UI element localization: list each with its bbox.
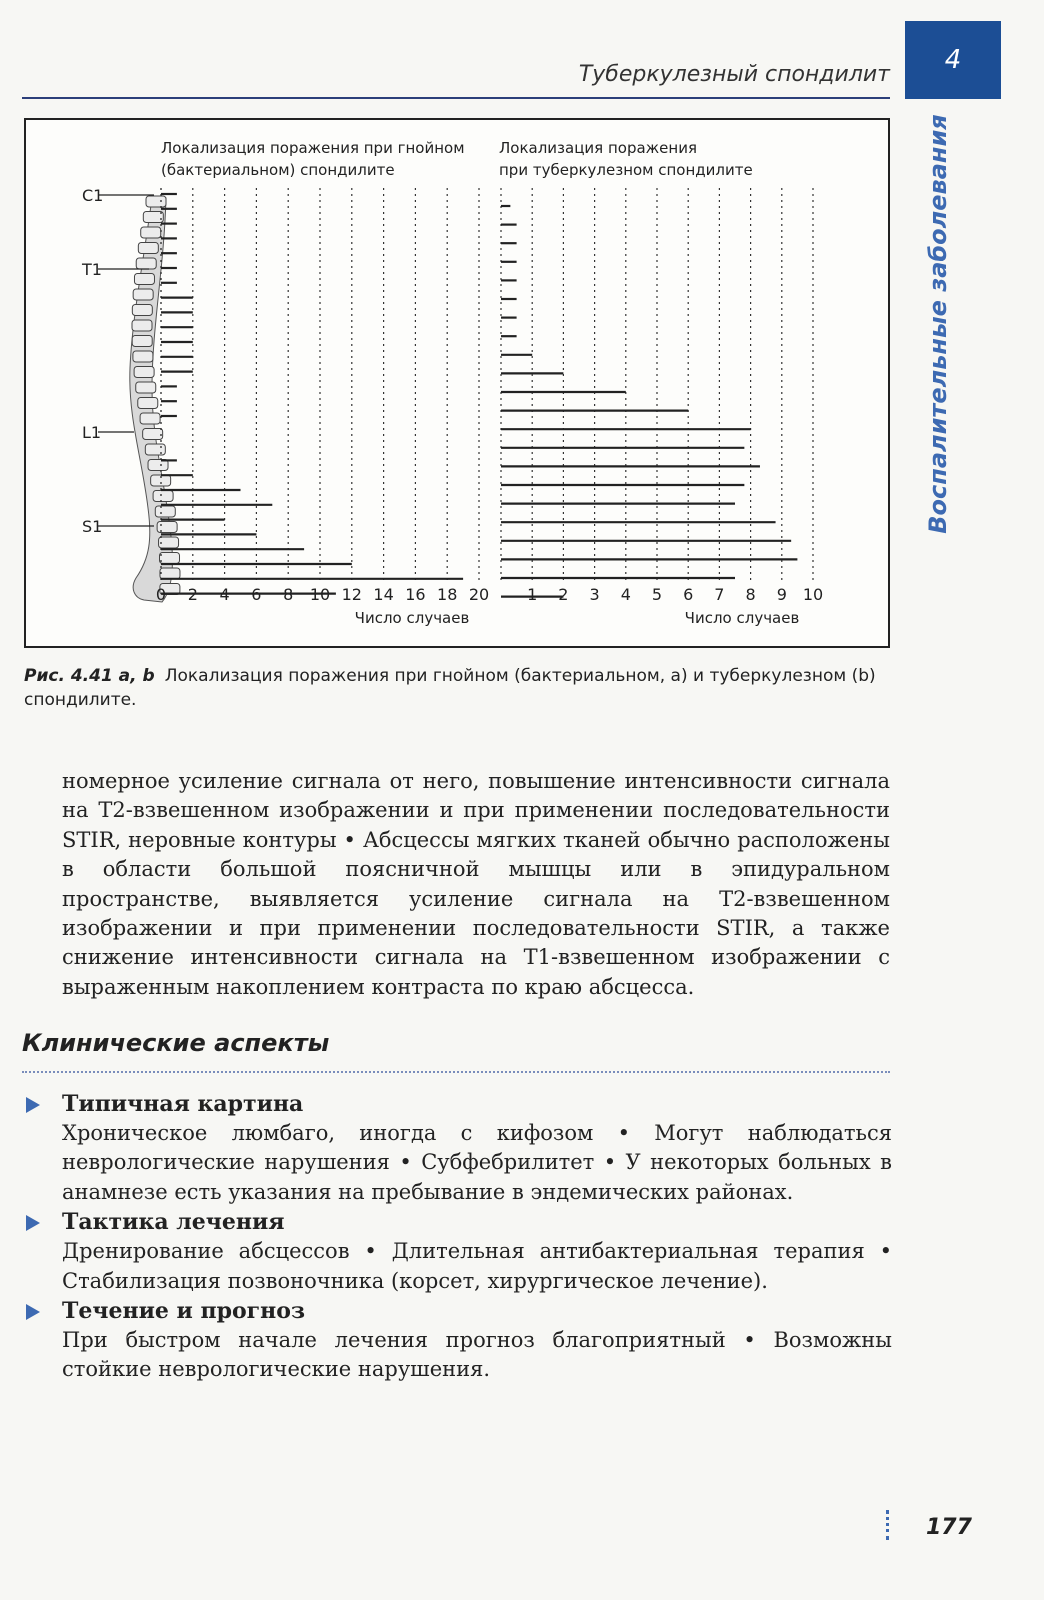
tick-label: 14	[373, 585, 394, 604]
list-item-text: Хроническое люмбаго, иногда с кифозом • Могут наблюдаться неврологические нарушения • Субфебрилитет • У некоторых больных в анамнезе есть указания на пребывание в эндемических районах.	[62, 1121, 892, 1204]
list-item-title: Тактика лечения	[62, 1209, 285, 1236]
panel-a-title-line1: Локализация поражения при гнойном	[161, 139, 465, 157]
tick-label: 18	[437, 585, 458, 604]
vertebra-shape	[155, 506, 175, 517]
chapter-tab: 4	[905, 21, 1001, 99]
vertebra-shape	[136, 382, 156, 393]
vertebra-shape	[157, 522, 177, 533]
vertebra-shape	[141, 227, 161, 238]
tick-label: 20	[468, 585, 490, 604]
vertebra-shape	[146, 196, 166, 207]
list-item	[22, 1296, 892, 1385]
vertebra-label-l1: L1	[82, 423, 102, 442]
tick-label: 1	[527, 585, 538, 604]
vertebra-shape	[140, 413, 160, 424]
tick-label: 16	[405, 585, 426, 604]
body-paragraph: номерное усиление сигнала от него, повышение интенсивности сигнала на Т2-взвешенном изображении и при применении последовательности STIR, неровные контуры • Абсцессы мягких тканей обычно расположены в области большой поясничной мышцы или в эпидуральном пространстве, выявляется усиление сигнала на Т2-взвешенном изображении и при применении последовательности STIR, а также снижение интенсивности сигнала на Т1-взвешенном изображении с выраженным накоплением контраста по краю абсцесса.	[62, 769, 890, 999]
figure-caption-label: Рис. 4.41 a, b	[24, 666, 155, 686]
list-item	[22, 1207, 892, 1296]
tick-label: 5	[651, 585, 663, 604]
vertebra-shape	[133, 289, 153, 300]
panel-b-xlabel: Число случаев	[684, 609, 800, 627]
vertebra-shape	[136, 258, 156, 269]
vertebra-label-t1: T1	[82, 260, 102, 279]
figure-svg	[24, 118, 890, 648]
vertebra-shape	[138, 398, 158, 409]
tick-label: 12	[341, 585, 362, 604]
vertebra-label-s1: S1	[82, 517, 103, 536]
vertebra-shape	[132, 336, 152, 347]
tick-label: 0	[155, 585, 167, 604]
tick-label: 9	[776, 585, 787, 604]
tick-label: 2	[558, 585, 569, 604]
tick-label: 6	[251, 585, 262, 604]
side-chapter-label-text: Воспалительные заболевания	[924, 114, 952, 534]
vertebra-shape	[145, 444, 165, 455]
vertebra-shape	[132, 320, 152, 331]
tick-label: 2	[187, 585, 198, 604]
header-rule	[22, 97, 890, 99]
panel-b-title-line1: Локализация поражения	[499, 139, 697, 157]
vertebra-shape	[134, 274, 154, 285]
vertebra-shape	[143, 212, 163, 223]
section-divider	[22, 1071, 890, 1073]
page-number: 177	[926, 1515, 972, 1540]
side-chapter-label	[908, 114, 968, 540]
vertebra-shape	[160, 553, 180, 564]
vertebra-shape	[134, 367, 154, 378]
vertebra-shape	[153, 491, 173, 502]
tick-label: 4	[620, 585, 631, 604]
list-item-title: Течение и прогноз	[62, 1298, 305, 1325]
tick-label: 6	[683, 585, 694, 604]
panel-a-title-line2: (бактериальном) спондилите	[161, 161, 395, 179]
tick-label: 8	[283, 585, 294, 604]
tick-label: 7	[714, 585, 725, 604]
list-item-title: Типичная картина	[62, 1091, 304, 1117]
figure-caption-text: Локализация поражения при гнойном (бактериальном, a) и туберкулезном (b) спондилите.	[24, 666, 876, 710]
page-number-dots	[886, 1510, 889, 1540]
triangle-bullet-icon	[26, 1215, 40, 1231]
tick-label: 4	[219, 585, 230, 604]
tick-label: 10	[309, 585, 331, 604]
triangle-bullet-icon	[26, 1097, 40, 1113]
figure-caption	[24, 664, 894, 712]
list-item-text: Дренирование абсцессов • Длительная антибактериальная терапия • Стабилизация позвоночника (корсет, хирургическое лечение).	[62, 1239, 892, 1293]
vertebra-shape	[132, 305, 152, 316]
triangle-bullet-icon	[26, 1304, 40, 1320]
tick-label: 8	[745, 585, 756, 604]
panel-b-title-line2: при туберкулезном спондилите	[499, 161, 753, 179]
vertebra-shape	[160, 568, 180, 579]
running-title: Туберкулезный спондилит	[578, 62, 890, 87]
panel-a-xlabel: Число случаев	[354, 609, 470, 627]
tick-label: 3	[589, 585, 600, 604]
vertebra-label-c1: C1	[82, 186, 104, 205]
clinical-aspects-list	[22, 1089, 892, 1385]
vertebra-shape	[143, 429, 163, 440]
tick-label: 10	[802, 585, 824, 604]
list-item-text: При быстром начале лечения прогноз благоприятный • Возможны стойкие неврологические нарушения.	[62, 1328, 892, 1382]
list-item	[22, 1089, 892, 1207]
figure-bar-charts	[24, 118, 890, 648]
vertebra-shape	[138, 243, 158, 254]
vertebra-shape	[133, 351, 153, 362]
section-heading: Клинические аспекты	[22, 1029, 330, 1057]
